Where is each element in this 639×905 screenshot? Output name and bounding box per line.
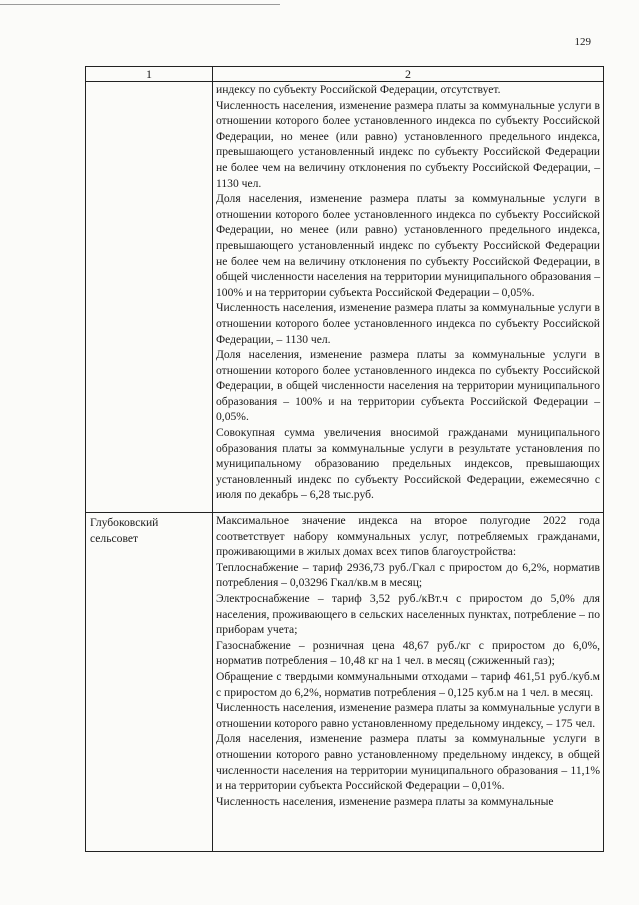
paragraph: Максимальное значение индекса на второе полугодие 2022 года соответствует набору коммунальных услуг, потребляемых гражданами, проживающими в жилых домах всех типов благоустройства: [216, 514, 600, 559]
table-header-row [86, 67, 604, 82]
header-col-1: 1 [86, 67, 213, 82]
table-row [86, 82, 604, 513]
content-cell [213, 82, 604, 513]
paragraph: Электроснабжение – тариф 3,52 руб./кВт.ч с приростом до 5,0% для населения, проживающего в сельских населенных пунктах, потребление – по приборам учета; [216, 591, 600, 637]
paragraph: Доля населения, изменение размера платы за коммунальные услуги в отношении которого более установленного индекса по субъекту Российской Федерации, в общей численности населения на территории муниципального образования – 100% и на территории субъекта Российской Федерации – 0,05%. [216, 348, 600, 424]
paragraph: Обращение с твердыми коммунальными отходами – тариф 461,51 руб./куб.м с приростом до 6,2%, норматив потребления – 0,125 куб.м на 1 чел. в месяц. [216, 669, 600, 699]
region-cell-empty [86, 82, 213, 513]
paragraph: Газоснабжение – розничная цена 48,67 руб./кг с приростом до 6,0%, норматив потребления – 10,48 кг на 1 чел. в месяц (сжиженный газ); [216, 638, 600, 668]
paragraph: Теплоснабжение – тариф 2936,73 руб./Гкал с приростом до 6,2%, норматив потребления – 0,03296 Гкал/кв.м в месяц; [216, 560, 600, 590]
table-row [86, 513, 604, 852]
header-col-2: 2 [213, 67, 604, 82]
paragraph: Численность населения, изменение размера платы за коммунальные услуги в отношении которого равно установленному предельному индексу, – 175 чел. [216, 701, 600, 730]
paragraph: Доля населения, изменение размера платы за коммунальные услуги в отношении которого равно установленному предельному индексу, в общей численности населения на территории муниципального образования – 11,1% и на территории субъекта Российской Федерации – 0,01%. [216, 732, 600, 793]
region-cell [86, 513, 213, 852]
paragraph: Численность населения, изменение размера платы за коммунальные услуги в отношении которого более установленного индекса по субъекту Российской Федерации, – 1130 чел. [216, 301, 600, 346]
document-table [85, 66, 604, 852]
paragraph: Доля населения, изменение размера платы за коммунальные услуги в отношении которого более установленного индекса по субъекту Российской Федерации, но менее (или равно) установленного предельного индекса, превышающего установленный индекс по субъекту Российской Федерации не более чем на величину отклонения по субъекту Российской Федерации, в общей численности населения на территории муниципального образования – 100% и на территории субъекта Российской Федерации – 0,05%. [216, 192, 600, 299]
page-number: 129 [574, 36, 591, 48]
paragraph: Численность населения, изменение размера платы за коммунальные услуги в отношении которого более установленного индекса по субъекту Российской Федерации, но менее (или равно) установленного предельного индекса, превышающего установленный индекс по субъекту Российской Федерации не более чем на величину отклонения по субъекту Российской Федерации, – 1130 чел. [216, 98, 600, 190]
paragraph: Численность населения, изменение размера платы за коммунальные [216, 794, 554, 808]
paragraph: Совокупная сумма увеличения вносимой гражданами муниципального образования платы за коммунальные услуги в результате установления по муниципальному образованию предельных индексов, превышающих установленный индекс по субъекту Российской Федерации, ежемесячно с июля по декабрь – 6,28 тыс.руб. [216, 426, 600, 502]
content-cell [213, 513, 604, 852]
paragraph: индексу по субъекту Российской Федерации, отсутствует. [216, 83, 501, 96]
region-name: Глубоковский сельсовет [90, 516, 159, 545]
scan-top-edge-line [0, 4, 280, 5]
